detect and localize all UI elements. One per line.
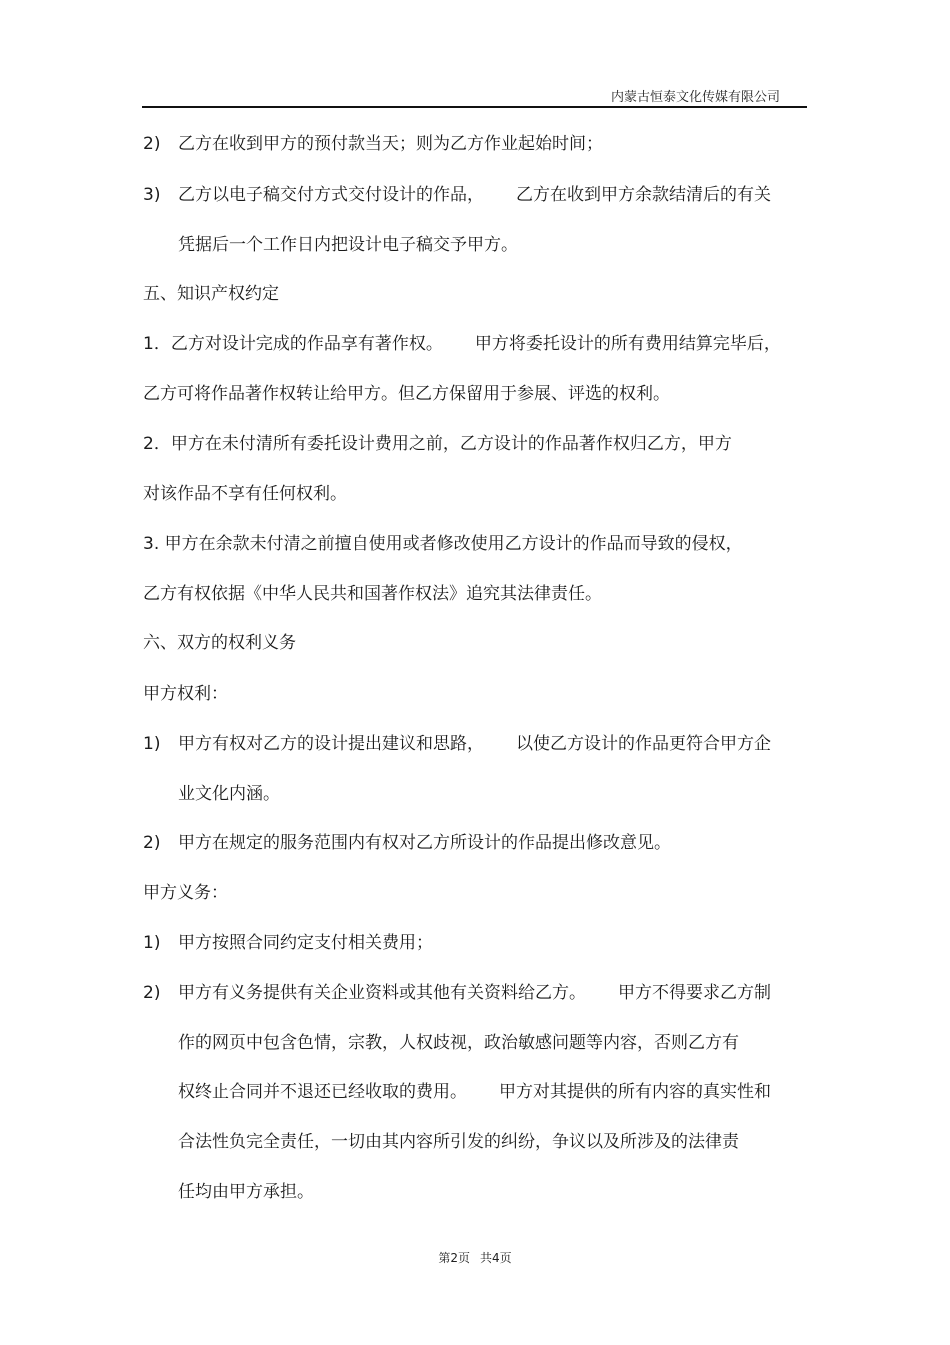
paragraph-text: 甲方有权对乙方的设计提出建议和思路， xyxy=(178,734,484,754)
paragraph-line xyxy=(178,1081,771,1103)
paragraph-text: 权终止合同并不退还已经收取的费用。 xyxy=(178,1082,467,1102)
paragraph-line: 2．甲方在未付清所有委托设计费用之前，乙方设计的作品著作权归乙方，甲方 xyxy=(143,434,732,454)
header-company-name: 内蒙古恒泰文化传媒有限公司 xyxy=(610,90,780,105)
paragraph-text: 乙方在收到甲方余款结清后的有关 xyxy=(516,185,771,205)
page-footer xyxy=(0,1249,950,1266)
paragraph-line: 业文化内涵。 xyxy=(178,784,280,804)
subsection-heading: 甲方权利： xyxy=(143,684,228,704)
list-item xyxy=(143,184,771,206)
subsection-heading: 甲方义务： xyxy=(143,883,228,903)
page-number: 第2页 xyxy=(438,1251,470,1265)
list-number: 2) xyxy=(143,983,161,1003)
paragraph-line: 凭据后一个工作日内把设计电子稿交予甲方。 xyxy=(178,235,518,255)
list-item xyxy=(143,982,771,1004)
paragraph-text: 甲方不得要求乙方制 xyxy=(618,983,771,1003)
paragraph-text: 甲方对其提供的所有内容的真实性和 xyxy=(499,1082,771,1102)
list-item xyxy=(143,733,771,755)
header-divider xyxy=(142,106,807,108)
paragraph-text: 1．乙方对设计完成的作品享有著作权。 xyxy=(143,334,443,354)
list-item xyxy=(143,932,433,954)
paragraph-line: 作的网页中包含色情，宗教，人权歧视，政治敏感问题等内容，否则乙方有 xyxy=(178,1033,739,1053)
list-item xyxy=(143,133,603,155)
paragraph-line xyxy=(143,333,781,355)
paragraph-text: 甲方将委托设计的所有费用结算完毕后， xyxy=(474,334,781,354)
list-item xyxy=(143,832,671,854)
paragraph-text: 甲方在规定的服务范围内有权对乙方所设计的作品提出修改意见。 xyxy=(178,833,671,853)
list-number: 3) xyxy=(143,185,161,205)
paragraph-text: 甲方按照合同约定支付相关费用； xyxy=(178,933,433,953)
paragraph-line: 3. 甲方在余款未付清之前擅自使用或者修改使用乙方设计的作品而导致的侵权， xyxy=(143,534,743,554)
paragraph-line: 对该作品不享有任何权利。 xyxy=(143,484,347,504)
paragraph-text: 乙方以电子稿交付方式交付设计的作品， xyxy=(178,185,484,205)
paragraph-line: 任均由甲方承担。 xyxy=(178,1182,314,1202)
section-heading: 五、知识产权约定 xyxy=(143,284,279,304)
list-number: 2) xyxy=(143,134,161,154)
list-number: 2) xyxy=(143,833,161,853)
paragraph-text: 甲方有义务提供有关企业资料或其他有关资料给乙方。 xyxy=(178,983,586,1003)
paragraph-line: 合法性负完全责任，一切由其内容所引发的纠纷，争议以及所涉及的法律责 xyxy=(178,1132,739,1152)
paragraph-line: 乙方可将作品著作权转让给甲方。但乙方保留用于参展、评选的权利。 xyxy=(143,384,670,404)
list-number: 1) xyxy=(143,933,161,953)
paragraph-line: 乙方有权依据《中华人民共和国著作权法》追究其法律责任。 xyxy=(143,584,602,604)
list-number: 1) xyxy=(143,734,161,754)
section-heading: 六、双方的权利义务 xyxy=(143,633,296,653)
page-total: 共4页 xyxy=(480,1251,512,1265)
paragraph-text: 乙方在收到甲方的预付款当天；则为乙方作业起始时间； xyxy=(178,134,603,154)
paragraph-text: 以使乙方设计的作品更符合甲方企 xyxy=(516,734,771,754)
